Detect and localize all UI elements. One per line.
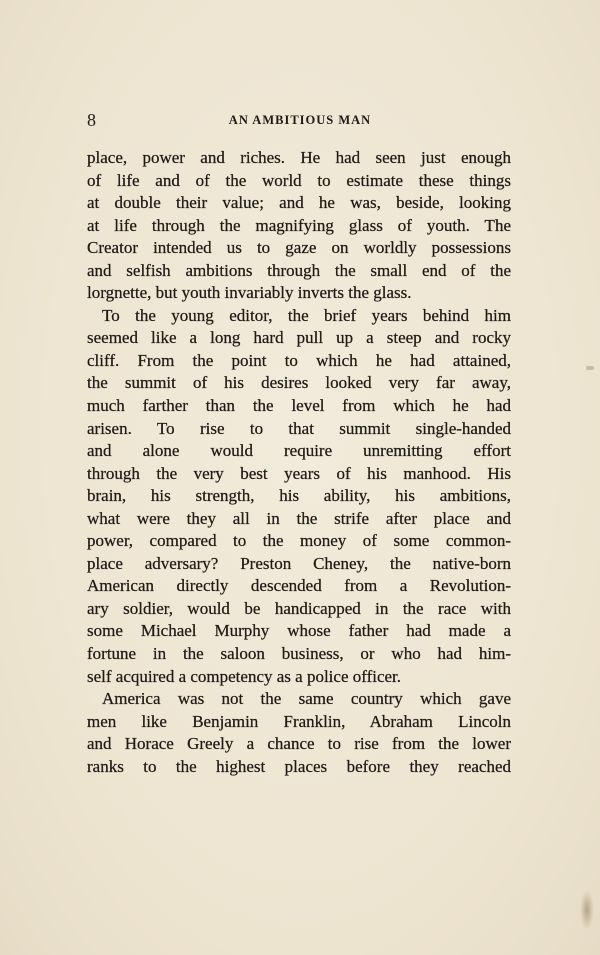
text-line: To the young editor, the brief years behind him: [102, 305, 511, 325]
text-line: America was not the same country which gave: [102, 689, 511, 709]
text-line: place, power and riches. He had seen just enough: [87, 148, 511, 167]
paragraph: [87, 688, 511, 778]
text-line: and Horace Greely a chance to rise from the lower: [87, 734, 511, 754]
paragraph: [87, 147, 511, 305]
text-line: place adversary? Preston Cheney, the native-born: [87, 553, 511, 573]
text-line: men like Benjamin Franklin, Abraham Lincoln: [87, 711, 511, 731]
text-line: seemed like a long hard pull up a steep and rocky: [87, 328, 511, 348]
text-line: ary soldier, would be handicapped in the race with: [87, 598, 511, 618]
running-title: AN AMBITIOUS MAN: [228, 113, 372, 127]
text-line: self acquired a competency as a police officer.: [87, 666, 402, 686]
text-line: at double their value; and he was, beside, looking: [87, 193, 511, 213]
text-line: arisen. To rise to that summit single-handed: [87, 418, 511, 438]
text-line: brain, his strength, his ability, his ambitions,: [87, 486, 511, 506]
text-line: and alone would require unremitting effort: [87, 441, 511, 461]
text-line: Creator intended us to gaze on worldly possessions: [87, 238, 511, 258]
page-number: 8: [87, 110, 96, 130]
text-line: American directly descended from a Revolution-: [87, 576, 511, 596]
text-line: cliff. From the point to which he had attained,: [87, 350, 511, 370]
paper-blemish: [586, 366, 594, 370]
text-line: and selfish ambitions through the small end of the: [87, 260, 511, 280]
text-line: what were they all in the strife after place and: [87, 508, 511, 528]
text-line: power, compared to the money of some common-: [87, 531, 511, 551]
page-smudge: [580, 890, 594, 930]
text-line: much farther than the level from which he had: [87, 396, 511, 416]
paragraph: [87, 305, 511, 688]
text-line: through the very best years of his manhood. His: [87, 463, 511, 483]
text-line: lorgnette, but youth invariably inverts the glass.: [87, 283, 412, 303]
body-text: [87, 147, 511, 778]
text-line: at life through the magnifying glass of youth. The: [87, 215, 511, 235]
text-line: of life and of the world to estimate these things: [87, 170, 511, 190]
text-line: the summit of his desires looked very far away,: [87, 373, 511, 393]
text-line: fortune in the saloon business, or who had him-: [87, 644, 511, 664]
text-line: ranks to the highest places before they reached: [87, 756, 511, 776]
text-line: some Michael Murphy whose father had made a: [87, 621, 511, 641]
